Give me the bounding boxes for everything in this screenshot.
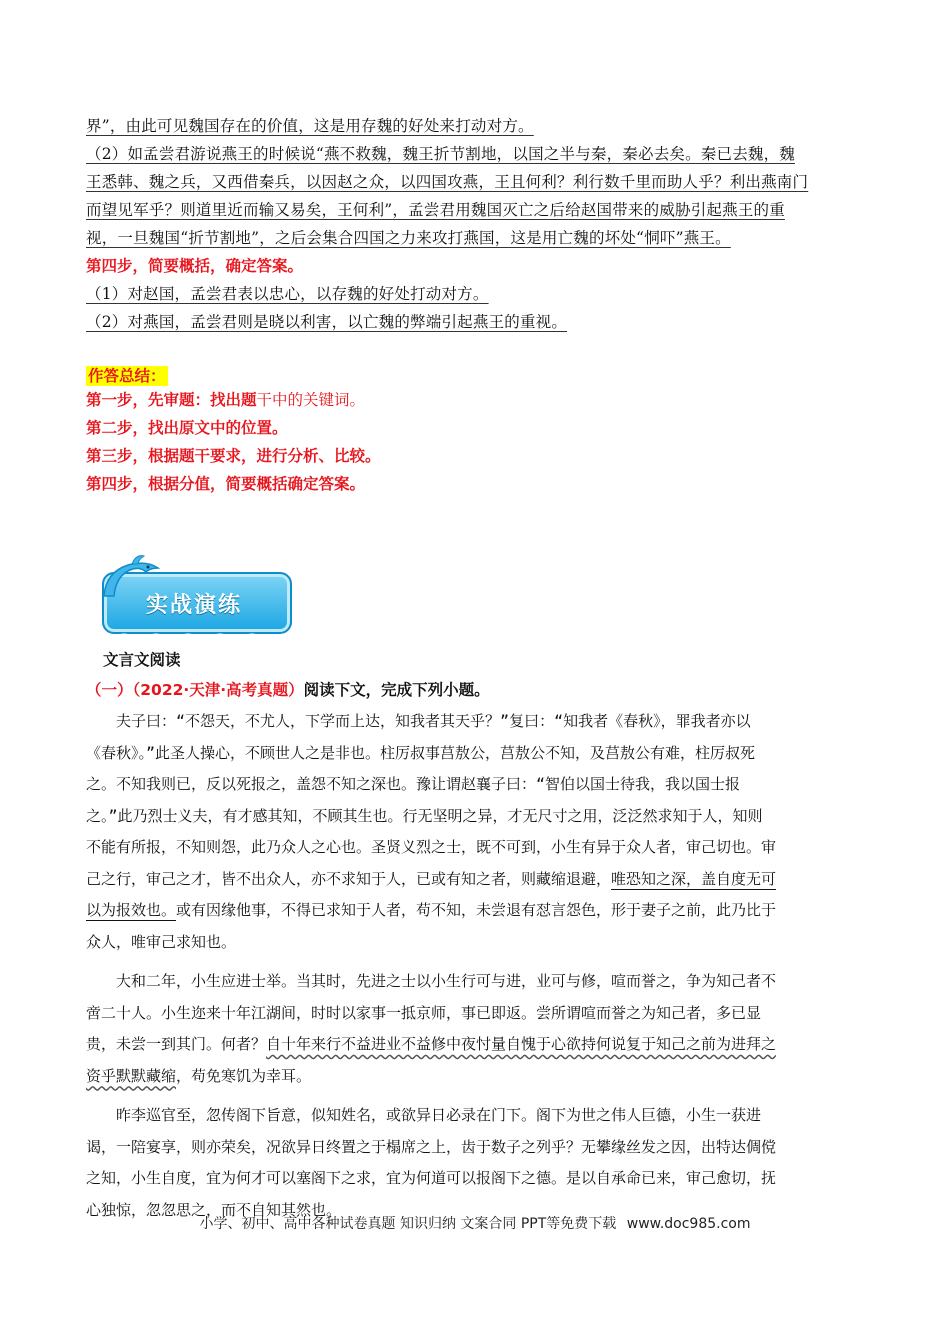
passage-line: 啻二十人。小生迩来十年江湖间，时时以家事一抵京师，事已即返。尝所谓喧而誉之为知己者，多已显 — [86, 1003, 762, 1022]
passage-line: 谒，一陪宴享，则亦荣矣，况欲异日终置之于榻席之上，齿于数子之列乎？无攀缘丝发之因，出特达倜傥 — [86, 1137, 777, 1156]
analysis-line-5: 视，一旦魏国“折节割地”，之后会集合四国之力来攻打燕国，这是用亡魏的坏处“恫吓”燕王。 — [86, 229, 731, 247]
passage-line — [86, 1061, 866, 1093]
waves-icon — [116, 630, 286, 644]
question-heading — [86, 678, 490, 700]
answer-line-1: （1）对赵国，孟尝君表以忠心，以存魏的好处打动对方。 — [86, 285, 489, 303]
answer-line-2: （2）对燕国，孟尝君则是晓以利害，以亡魏的弊端引起燕王的重视。 — [86, 313, 568, 331]
underlined-segment: 唯恐知之深，盖自度无可 — [611, 869, 777, 888]
question-instruction: 阅读下文，完成下列小题。 — [303, 681, 490, 699]
passage-line: 不能有所报，不知则怨，此乃众人之心也。圣贤义烈之士，既不可到，小生有异于众人者，审己切也。审 — [86, 838, 777, 856]
passage-line: 之。不知我则已，反以死报之，盖怨不知之深也。豫让谓赵襄子曰：“智伯以国士待我，我以国士报 — [86, 775, 741, 793]
passage-line: 大和二年，小生应进士举。当其时，先进之士以小生行可与进，业可与修，喧而誉之，争为知己者不 — [116, 972, 777, 990]
section-title: 文言文阅读 — [103, 651, 181, 669]
summary-step-1-plain: 干中的关键词。 — [256, 391, 366, 409]
summary-block — [86, 362, 866, 498]
passage-line: 众人，唯审己求知也。 — [86, 932, 237, 951]
classical-passage — [86, 706, 866, 1226]
passage-segment: ，苟免寒饥为幸耳。 — [176, 1066, 312, 1085]
summary-step-3: 第三步，根据题干要求，进行分析、比较。 — [86, 447, 381, 465]
dolphin-icon — [96, 552, 166, 608]
footer-text: 小学、初中、高中各种试卷真题 知识归纳 文案合同 PPT等免费下载 — [199, 1216, 617, 1232]
summary-step-1-bold: 第一步，先审题：找出题 — [86, 391, 257, 409]
analysis-line-4: 而望见军乎？则道里近而输又易矣，王何利”，孟尝君用魏国灭亡之后给赵国带来的威胁引起燕王的重 — [86, 201, 785, 219]
question-source: （一）（2022·天津·高考真题） — [86, 681, 304, 699]
passage-line — [86, 864, 866, 896]
passage-line — [86, 1029, 866, 1061]
passage-line: 夫子曰：“不怨天，不尤人，下学而上达，知我者其天乎？”复曰：“知我者《春秋》，罪我者亦以 — [116, 712, 751, 730]
summary-step-1 — [86, 386, 866, 414]
summary-step-4: 第四步，根据分值，简要概括确定答案。 — [86, 475, 366, 493]
analysis-line-3: 王悉韩、魏之兵，又西借秦兵，以因赵之众，以四国攻燕，王且何利？利行数千里而助人乎？利出燕南门 — [86, 173, 809, 191]
passage-line: 心独惊，忽忽思之，而不自知其然也。 — [86, 1200, 342, 1219]
practice-banner — [96, 552, 292, 636]
passage-segment: 或有因缘他事，不得已求知于人者，苟不知，未尝退有怼言怨色，形于妻子之前，此乃比于 — [176, 901, 777, 919]
passage-line: 《春秋》。”此圣人操心，不顾世人之是非也。柱厉叔事莒敖公，莒敖公不知，及莒敖公有难，柱厉叔死 — [86, 743, 756, 762]
footer-site-link[interactable]: www.doc985.com — [626, 1216, 751, 1232]
wavy-segment: 资乎默默藏缩 — [86, 1066, 177, 1085]
analysis-line-1: 界”，由此可见魏国存在的价值，这是用存魏的好处来打动对方。 — [86, 117, 534, 135]
summary-step-2: 第二步，找出原文中的位置。 — [86, 419, 288, 437]
passage-segment: 贵，未尝一到其门。何者？ — [86, 1035, 267, 1053]
page-footer — [0, 1213, 950, 1233]
banner-label: 实战演练 — [146, 593, 243, 618]
passage-line — [86, 895, 866, 927]
passage-segment: 己之行，审己之才，皆不出众人，亦不求知于人，已或有知之者，则藏缩退避， — [86, 869, 612, 888]
underlined-segment: 以为报效也。 — [86, 901, 177, 919]
passage-line: 之。”此乃烈士义夫，有才感其知，不顾其生也。行无坚明之异，才无尺寸之用，泛泛然求知于人，知则 — [86, 806, 763, 825]
summary-title: 作答总结： — [88, 367, 166, 385]
analysis-block — [86, 112, 866, 498]
wavy-segment: 自十年来行不益进业不益修中夜忖量自愧于心欲持何说复于知己之前为进拜之 — [266, 1035, 777, 1053]
passage-line: 昨李巡官至，忽传阁下旨意，似知姓名，或欲异日必录在门下。阁下为世之伟人巨德，小生一获进 — [116, 1106, 762, 1124]
analysis-line-2: （2）如孟尝君游说燕王的时候说“燕不救魏，魏王折节割地，以国之半与秦，秦必去矣。秦已去魏，魏 — [86, 145, 795, 163]
passage-line: 之知，小生自度，宜为何才可以塞阁下之求，宜为何道可以报阁下之德。是以自承命已来，审己愈切，抚 — [86, 1169, 777, 1187]
step4-title: 第四步，简要概括，确定答案。 — [86, 257, 304, 275]
